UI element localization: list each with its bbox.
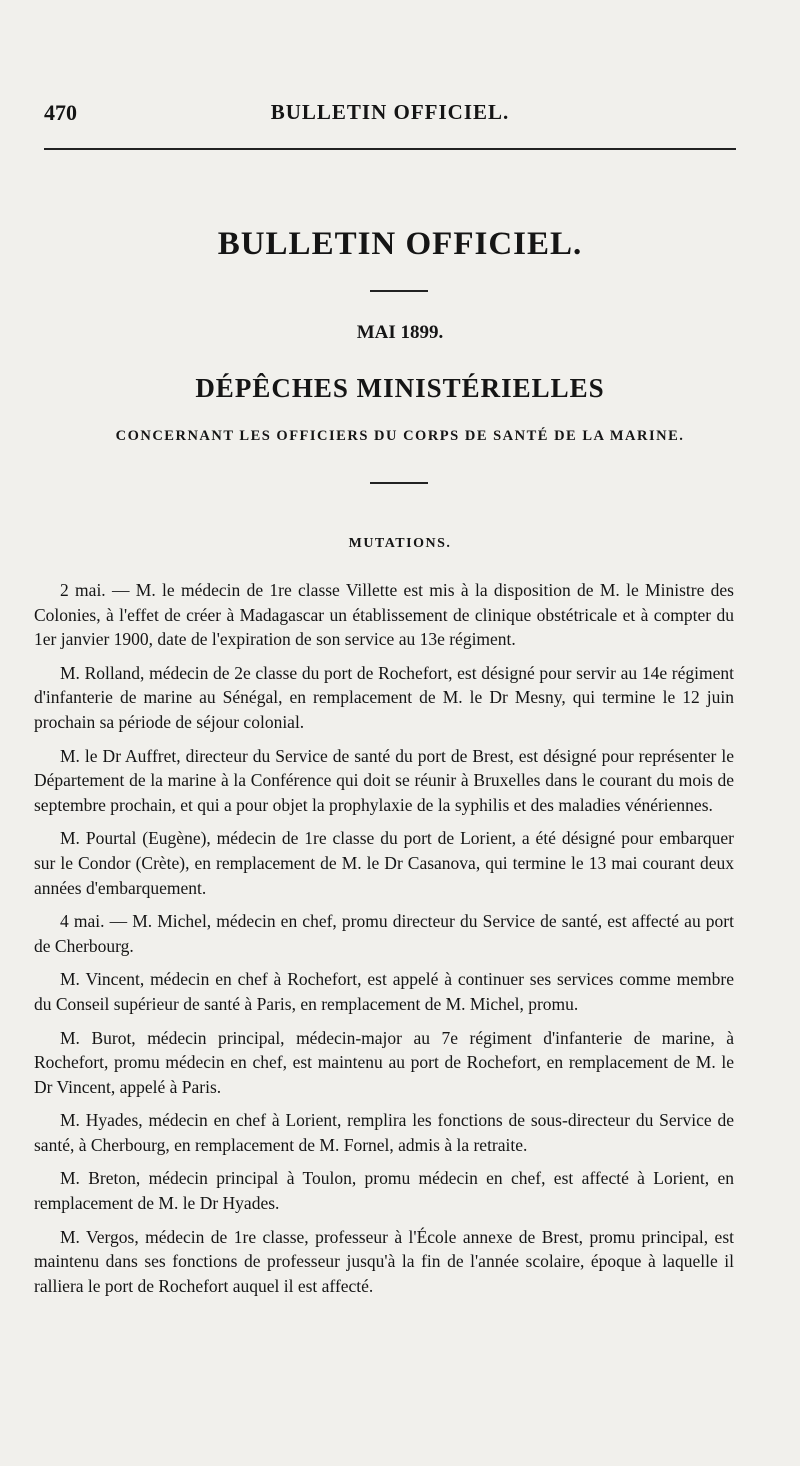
page-number: 470 xyxy=(44,100,77,125)
section-title: DÉPÊCHES MINISTÉRIELLES xyxy=(195,373,605,403)
paragraph: M. Hyades, médecin en chef à Lorient, remplira les fonctions de sous-directeur du Service de santé, à Cherbourg, en remplacement de M. Fornel, admis à la retraite. xyxy=(34,1110,734,1155)
paragraph: M. Rolland, médecin de 2e classe du port de Rochefort, est désigné pour servir au 14e régiment d'infanterie de marine au Sénégal, en remplacement de M. le Dr Mesny, qui termine le 12 juin prochain sa période de séjour colonial. xyxy=(34,662,734,732)
running-title: BULLETIN OFFICIEL. xyxy=(270,100,510,124)
main-title: BULLETIN OFFICIEL. xyxy=(217,226,583,262)
section-subtitle: CONCERNANT LES OFFICIERS DU CORPS DE SANTÉ DE LA MARINE. xyxy=(115,428,685,444)
paragraph: M. le Dr Auffret, directeur du Service de santé du port de Brest, est désigné pour représenter le Département de la marine à la Conférence qui doit se réunir à Bruxelles dans le courant du mois de septembre prochain, et qui a pour objet la prophylaxie de la syphilis et des maladies vénériennes. xyxy=(34,745,734,815)
running-header xyxy=(44,100,736,132)
paragraph: 2 mai. — M. le médecin de 1re classe Villette est mis à la disposition de M. le Ministre des Colonies, à l'effet de créer à Madagascar un établissement de clinique obstétricale et à compter du 1er janvier 1900, date de l'expiration de son service au 13e régiment. xyxy=(34,580,734,650)
body-text xyxy=(34,578,734,1307)
paragraph: M. Vincent, médecin en chef à Rochefort, est appelé à continuer ses services comme membre du Conseil supérieur de santé à Paris, en remplacement de M. Michel, promu. xyxy=(34,969,734,1014)
section-divider xyxy=(370,482,428,484)
date-heading: MAI 1899. xyxy=(356,322,444,343)
paragraph: 4 mai. — M. Michel, médecin en chef, promu directeur du Service de santé, est affecté au port de Cherbourg. xyxy=(34,911,734,956)
mutations-heading: MUTATIONS. xyxy=(348,536,452,551)
paragraph: M. Pourtal (Eugène), médecin de 1re classe du port de Lorient, a été désigné pour embarquer sur le Condor (Crète), en remplacement de M. le Dr Casanova, qui termine le 13 mai courant deux années d'embarquement. xyxy=(34,828,734,898)
header-rule xyxy=(44,148,736,150)
paragraph: M. Vergos, médecin de 1re classe, professeur à l'École annexe de Brest, promu principal, est maintenu dans ses fonctions de professeur jusqu'à la fin de l'année scolaire, époque à laquelle il ralliera le port de Rochefort auquel il est affecté. xyxy=(34,1226,734,1296)
paragraph: M. Breton, médecin principal à Toulon, promu médecin en chef, est affecté à Lorient, en remplacement de M. le Dr Hyades. xyxy=(34,1168,734,1214)
paragraph: M. Burot, médecin principal, médecin-major au 7e régiment d'infanterie de marine, à Rochefort, promu médecin en chef, est maintenu au port de Rochefort, en remplacement de M. le Dr Vincent, appelé à Paris. xyxy=(34,1027,734,1097)
title-divider xyxy=(370,290,428,292)
